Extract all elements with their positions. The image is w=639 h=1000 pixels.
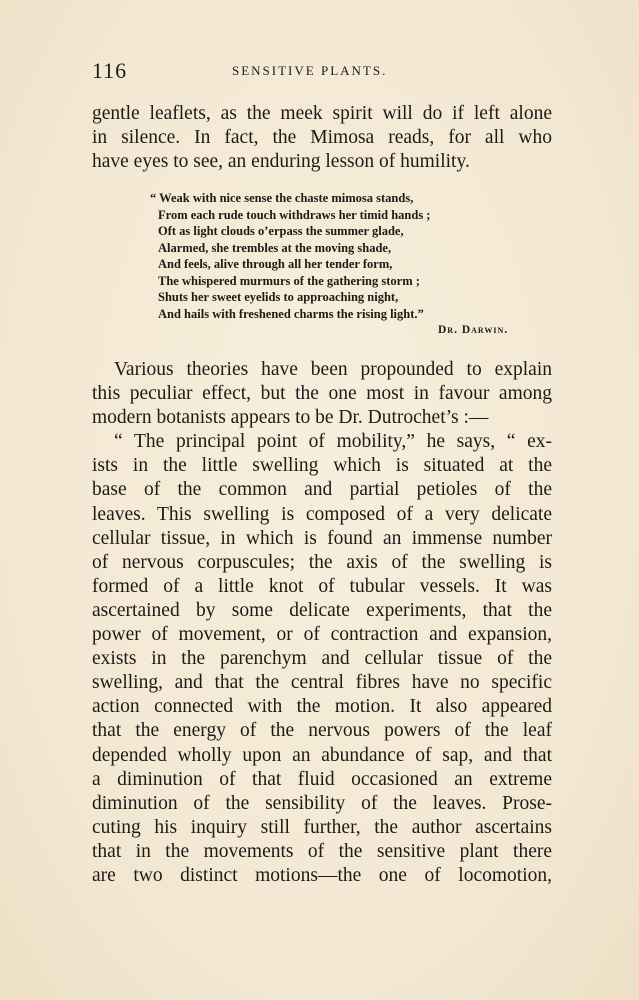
text-line: “ The principal point of mobility,” he says, “ ex-: [114, 431, 552, 453]
poem-line: And feels, alive through all her tender form,: [158, 257, 393, 271]
text-line: diminution of the sensibility of the leaves. Prose-: [92, 792, 552, 814]
text-line: formed of a little knot of tubular vessels. It was: [92, 575, 552, 597]
text-line: have eyes to see, an enduring lesson of humility.: [92, 151, 470, 173]
main-paragraph: [92, 358, 552, 888]
text-line: that the energy of the nervous powers of the leaf: [92, 720, 552, 742]
text-line: that in the movements of the sensitive plant there: [92, 840, 552, 862]
text-line: cuting his inquiry still further, the author ascertains: [92, 816, 552, 838]
poem-line: Shuts her sweet eyelids to approaching night,: [158, 290, 399, 304]
text-line: this peculiar effect, but the one most in favour among: [92, 383, 552, 405]
text-line: depended wholly upon an abundance of sap, and that: [92, 744, 552, 766]
poem-quotation: [150, 190, 542, 322]
text-line: cellular tissue, in which is found an immense number: [92, 527, 552, 549]
page-number: 116: [92, 58, 128, 83]
poem-attribution: Dr. Darwin.: [438, 324, 509, 336]
text-line: gentle leaflets, as the meek spirit will do if left alone: [92, 103, 552, 124]
page-header: [92, 58, 560, 84]
text-line: leaves. This swelling is composed of a very delicate: [92, 503, 552, 525]
text-line: ists in the little swelling which is situated at the: [92, 455, 552, 477]
text-line: power of movement, or of contraction and expansion,: [92, 624, 552, 646]
text-line: exists in the parenchym and cellular tissue of the: [92, 648, 552, 670]
text-line: swelling, and that the central fibres have no specific: [92, 672, 552, 694]
poem-line: From each rude touch withdraws her timid hands ;: [158, 207, 431, 222]
text-line: modern botanists appears to be Dr. Dutrochet’s :—: [92, 407, 489, 429]
text-line: action connected with the motion. It also appeared: [92, 696, 552, 718]
poem-line: Alarmed, she trembles at the moving shade,: [158, 240, 392, 255]
text-line: Various theories have been propounded to explain: [114, 359, 552, 380]
poem-line: “ Weak with nice sense the chaste mimosa stands,: [150, 191, 414, 205]
text-line: base of the common and partial petioles of the: [92, 479, 552, 501]
text-line: are two distinct motions—the one of locomotion,: [92, 864, 552, 886]
poem-line: The whispered murmurs of the gathering storm ;: [158, 273, 420, 288]
poem-line: And hails with freshened charms the rising light.”: [158, 306, 424, 321]
text-line: of nervous corpuscules; the axis of the swelling is: [92, 551, 552, 573]
running-head: SENSITIVE PLANTS.: [232, 63, 388, 78]
text-line: ascertained by some delicate experiments, that the: [92, 599, 552, 621]
intro-paragraph: [92, 102, 552, 174]
text-line: a diminution of that fluid occasioned an extreme: [92, 768, 552, 790]
poem-line: Oft as light clouds o’erpass the summer glade,: [158, 224, 404, 238]
text-line: in silence. In fact, the Mimosa reads, for all who: [92, 127, 552, 149]
